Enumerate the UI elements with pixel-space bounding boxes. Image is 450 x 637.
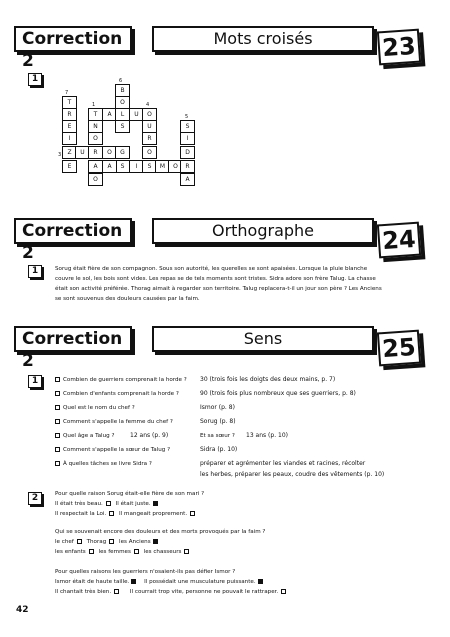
- crossword-cell: N: [88, 120, 103, 133]
- option-label: Il possédait une musculature puissante.: [144, 579, 256, 585]
- question-row: [55, 390, 179, 398]
- orthographe-line: se sont souvenus des douleurs causées par la faim.: [55, 296, 200, 302]
- clue-number: 3: [58, 152, 62, 158]
- checkbox[interactable]: [55, 377, 60, 382]
- checkbox[interactable]: [55, 419, 60, 424]
- question-row: [55, 418, 173, 426]
- section-24-number: 24: [377, 222, 421, 259]
- options-row: [55, 538, 158, 546]
- orthographe-line: était son activité préférée. Thorag aimait à regarder son territoire. Talug replacera-t-il un jour son père ? Les Anciens: [55, 286, 382, 292]
- option-label: le chef: [55, 539, 74, 545]
- option-label: Ismor était de haute taille.: [55, 579, 130, 585]
- crossword-cell: M: [155, 160, 170, 173]
- section-25-left-banner: Correction 2: [14, 326, 132, 352]
- crossword-cell: R: [142, 132, 157, 145]
- section-25-exercise-badge-2: 2: [28, 492, 42, 505]
- question-row: [55, 446, 170, 454]
- checkbox[interactable]: [134, 549, 139, 554]
- crossword-cell: A: [102, 108, 117, 121]
- option-label: les enfants: [55, 549, 86, 555]
- section-23-exercise-badge: 1: [28, 73, 42, 86]
- question-row: [55, 376, 187, 384]
- checkbox-checked[interactable]: [131, 579, 136, 584]
- crossword-cell: E: [62, 120, 77, 133]
- crossword-cell: O: [115, 96, 130, 109]
- checkbox[interactable]: [109, 539, 114, 544]
- crossword-cell: A: [88, 160, 103, 173]
- answer-text: les herbes, préparer les peaux, coudre des vêtements (p. 10): [200, 471, 385, 478]
- checkbox[interactable]: [190, 511, 195, 516]
- crossword-cell: S: [115, 120, 130, 133]
- answer-text: Sorug (p. 8): [200, 418, 236, 425]
- orthographe-line: Sorug était fière de son compagnon. Sous son autorité, les querelles se sont apaisées. Lorsque la pluie blanche: [55, 266, 368, 272]
- checkbox-checked[interactable]: [153, 539, 158, 544]
- crossword-cell: O: [168, 160, 183, 173]
- crossword-cell: G: [115, 146, 130, 159]
- crossword-cell: S: [142, 160, 157, 173]
- crossword-cell: O: [102, 146, 117, 159]
- crossword-cell: R: [62, 108, 77, 121]
- section-23-title-banner: Mots croisés: [152, 26, 374, 52]
- section-24-left-banner: Correction 2: [14, 218, 132, 244]
- answer-text: 30 (trois fois les doigts des deux mains, p. 7): [200, 376, 336, 383]
- option-label: Thorag: [86, 539, 107, 545]
- crossword-cell: S: [180, 120, 195, 133]
- crossword-cell: O: [142, 146, 157, 159]
- checkbox-checked[interactable]: [258, 579, 263, 584]
- option-label: les chasseurs: [143, 549, 182, 555]
- checkbox-checked[interactable]: [153, 501, 158, 506]
- options-row: [55, 510, 198, 518]
- page-number: 42: [16, 605, 29, 615]
- crossword-cell: U: [75, 146, 90, 159]
- crossword-cell: Z: [62, 146, 77, 159]
- option-label: Il respectait la Loi.: [55, 511, 107, 517]
- checkbox[interactable]: [109, 511, 114, 516]
- question-row: [55, 460, 152, 468]
- crossword-cell: R: [180, 160, 195, 173]
- clue-number: 7: [65, 90, 69, 96]
- checkbox[interactable]: [106, 501, 111, 506]
- section-25-number: 25: [377, 330, 421, 367]
- checkbox[interactable]: [77, 539, 82, 544]
- question-text: Quel est le nom du chef ?: [63, 405, 135, 411]
- answer-text: Ismor (p. 8): [200, 404, 235, 411]
- crossword-cell: A: [180, 173, 195, 186]
- answer-text: Sidra (p. 10): [200, 446, 238, 453]
- clue-number: 5: [185, 114, 189, 120]
- question-row: [55, 432, 114, 440]
- checkbox[interactable]: [281, 589, 286, 594]
- answer-text: préparer et agrémenter les viandes et racines, récolter: [200, 460, 366, 467]
- checkbox[interactable]: [55, 405, 60, 410]
- section-25-title-banner: Sens: [152, 326, 374, 352]
- crossword-cell: U: [129, 108, 144, 121]
- option-label: les femmes: [98, 549, 131, 555]
- checkbox[interactable]: [55, 433, 60, 438]
- crossword-cell: T: [88, 108, 103, 121]
- crossword-cell: D: [180, 146, 195, 159]
- option-label: les Anciens: [119, 539, 151, 545]
- crossword-cell: E: [62, 160, 77, 173]
- answer-text: 13 ans (p. 10): [246, 432, 288, 439]
- crossword-cell: T: [62, 96, 77, 109]
- clue-number: 6: [119, 78, 123, 84]
- options-row: [55, 578, 263, 586]
- question-text: Pour quelle raison Sorug était-elle fière de son mari ?: [55, 491, 205, 497]
- checkbox[interactable]: [55, 461, 60, 466]
- crossword-cell: O: [88, 173, 103, 186]
- options-row: [55, 588, 289, 596]
- option-label: Il était juste.: [115, 501, 151, 507]
- crossword-cell: L: [115, 108, 130, 121]
- question-text: Comment s'appelle la sœur de Talug ?: [63, 447, 171, 453]
- question-text: Pour quelles raisons les guerriers n'osaient-ils pas défier Ismor ?: [55, 569, 236, 575]
- question-row: [55, 404, 135, 412]
- checkbox[interactable]: [55, 447, 60, 452]
- question-text: Combien de guerriers comprenait la horde ?: [63, 377, 187, 383]
- answer-text: 12 ans (p. 9): [130, 432, 169, 439]
- crossword-cell: R: [88, 146, 103, 159]
- section-24-exercise-badge: 1: [28, 265, 42, 278]
- crossword-cell: O: [88, 132, 103, 145]
- checkbox[interactable]: [114, 589, 119, 594]
- crossword-cell: I: [129, 160, 144, 173]
- section-25-exercise-badge-1: 1: [28, 375, 42, 388]
- checkbox[interactable]: [55, 391, 60, 396]
- orthographe-line: couvre le sol, les bois sont vides. Les repas se de tels moments sont tristes. Sidra adore son frère Talug. La chasse: [55, 276, 376, 282]
- crossword-cell: U: [142, 120, 157, 133]
- question-text: Et sa sœur ?: [200, 433, 235, 439]
- section-23-number: 23: [377, 29, 421, 66]
- crossword-cell: I: [62, 132, 77, 145]
- options-row: [55, 548, 192, 556]
- crossword-cell: S: [115, 160, 130, 173]
- clue-number: 1: [92, 102, 96, 108]
- section-23-left-banner: Correction 2: [14, 26, 132, 52]
- section-24-title-banner: Orthographe: [152, 218, 374, 244]
- checkbox[interactable]: [89, 549, 94, 554]
- options-row: [55, 500, 158, 508]
- answer-text: 90 (trois fois plus nombreux que ses guerriers, p. 8): [200, 390, 356, 397]
- question-text: Qui se souvenait encore des douleurs et des morts provoqués par la faim ?: [55, 529, 266, 535]
- crossword-cell: A: [102, 160, 117, 173]
- question-text: Comment s'appelle la femme du chef ?: [63, 419, 173, 425]
- question-text: Combien d'enfants comprenait la horde ?: [63, 391, 179, 397]
- crossword-cell: O: [142, 108, 157, 121]
- question-text: À quelles tâches se livre Sidra ?: [63, 461, 152, 467]
- question-text: Quel âge a Talug ?: [63, 433, 115, 439]
- checkbox[interactable]: [184, 549, 189, 554]
- clue-number: 4: [146, 102, 150, 108]
- crossword-cell: I: [180, 132, 195, 145]
- option-label: Il était très beau.: [55, 501, 103, 507]
- option-label: Il mangeait proprement.: [119, 511, 188, 517]
- option-label: Il chantait très bien.: [55, 589, 112, 595]
- option-label: Il courrait trop vite, personne ne pouvait le rattraper.: [129, 589, 279, 595]
- crossword-cell: B: [115, 84, 130, 97]
